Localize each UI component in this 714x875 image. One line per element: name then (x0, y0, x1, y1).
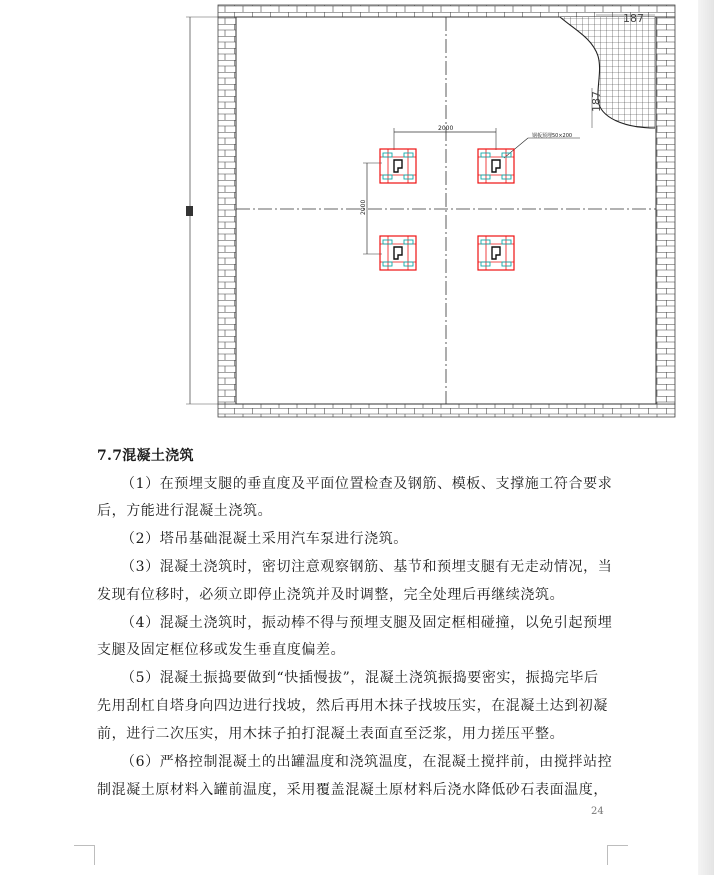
crop-mark-left-v (94, 845, 95, 865)
callout-label: 钢板预埋50×200 (532, 133, 573, 139)
corner-mesh (560, 17, 655, 129)
corner-dim-top: 187 (623, 12, 644, 25)
dim-marker (186, 206, 193, 216)
wall-bottom (218, 404, 675, 417)
corner-dim-side: 187 (590, 91, 603, 112)
paragraph-line: 支腿及固定框位移或发生垂直度偏差。 (97, 642, 346, 658)
paragraph-line: （6）严格控制混凝土的出罐温度和浇筑温度，在混凝土搅拌前，由搅拌站控 (121, 754, 613, 770)
paragraph-line: （4）混凝土浇筑时，振动棒不得与预埋支腿及固定框相碰撞，以免引起预埋 (121, 615, 613, 631)
crop-mark-right-h (607, 845, 628, 846)
paragraph-line: 先用刮杠自塔身向四边进行找坡，然后再用木抹子找坡压实，在混凝土达到初凝 (97, 698, 608, 714)
section-heading: 7.7混凝土浇筑 (97, 448, 194, 464)
paragraph-line: 制混凝土原材料入罐前温度，采用覆盖混凝土原材料后浇水降低砂石表面温度， (97, 782, 608, 798)
embedded-leg-top-left (380, 149, 416, 183)
dim-spacing-h: 2000 (438, 125, 454, 132)
wall-right (656, 17, 675, 404)
page-number: 24 (591, 806, 604, 817)
embedded-leg-bottom-left (380, 236, 416, 270)
paragraph-line: （2）塔吊基础混凝土采用汽车泵进行浇筑。 (121, 531, 408, 547)
paragraph-line: 后，方能进行混凝土浇筑。 (97, 503, 273, 519)
paragraph-line: （1）在预埋支腿的垂直度及平面位置检查及钢筋、模板、支撑施工符合要求 (121, 476, 613, 492)
paragraph-line: （5）混凝土振捣要做到“快插慢拔”，混凝土浇筑振捣要密实，振捣完毕后 (121, 670, 599, 686)
paragraph-line: 前，进行二次压实，用木抹子拍打混凝土表面直至泛浆，用力搓压平整。 (97, 726, 565, 742)
dim-spacing-v: 2000 (360, 199, 367, 215)
wall-left (218, 17, 236, 404)
paragraph-line: （3）混凝土浇筑时，密切注意观察钢筋、基节和预埋支腿有无走动情况，当 (121, 559, 613, 575)
callout-leader (504, 138, 528, 158)
crop-mark-right-v (607, 845, 608, 865)
embedded-leg-bottom-right (478, 236, 514, 270)
paragraph-line: 发现有位移时，必须立即停止浇筑并及时调整，完全处理后再继续浇筑。 (97, 587, 565, 603)
crop-mark-left-h (74, 845, 95, 846)
